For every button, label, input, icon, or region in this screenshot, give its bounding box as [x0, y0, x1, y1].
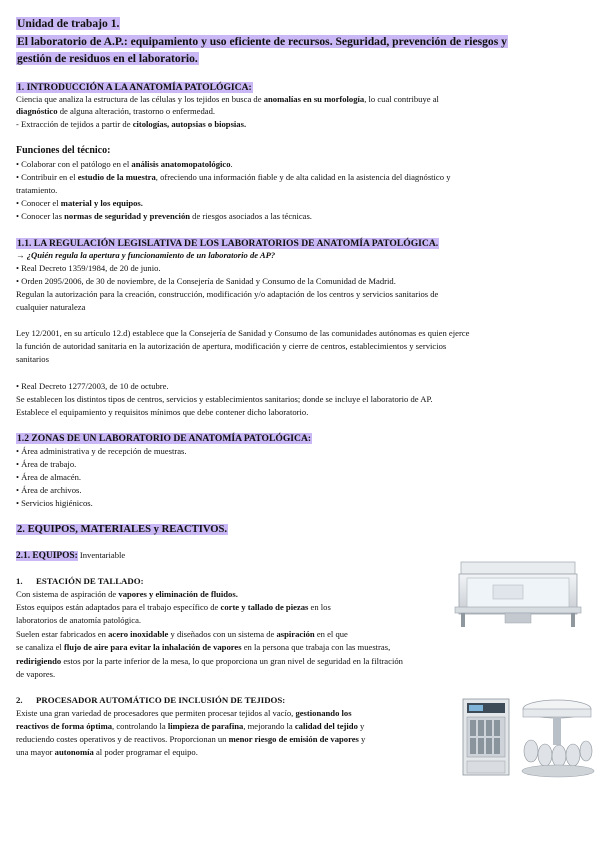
function-item: • Contribuir en el estudio de la muestra, ofreciendo una información fiable y de alta calidad en la asistencia del diagnóstico y	[16, 172, 451, 182]
function-item-continuation: tratamiento.	[16, 185, 58, 195]
regulation-text: cualquier naturaleza	[16, 302, 86, 312]
regulation-text: Ley 12/2001, en su artículo 12.d) establece que la Consejería de Sanidad y Consumo de las comunidades autónomas es quien ejerce	[16, 328, 470, 338]
equipment-1-line: Estos equipos están adaptados para el trabajo específico de corte y tallado de piezas en los	[16, 602, 331, 612]
zone-item: • Área de trabajo.	[16, 459, 77, 469]
function-item: • Colaborar con el patólogo en el análisis anatomopatológico.	[16, 159, 233, 169]
equipment-2-heading: 2. PROCESADOR AUTOMÁTICO DE INCLUSIÓN DE TEJIDOS:	[16, 695, 286, 705]
intro-line-3: - Extracción de tejidos a partir de citologías, autopsias o biopsias.	[16, 119, 247, 129]
section-1-2-heading: 1.2 ZONAS DE UN LABORATORIO DE ANATOMÍA PATOLÓGICA:	[17, 433, 312, 444]
equipment-2-line: Existe una gran variedad de procesadores que permiten procesar tejidos al vacío, gestionando los	[16, 708, 352, 718]
grossing-station-image	[445, 559, 590, 629]
functions-heading: Funciones del técnico:	[16, 145, 111, 156]
equipment-1-line: Suelen estar fabricados en acero inoxidable y diseñados con un sistema de aspiración en el que	[16, 629, 348, 639]
zone-item: • Servicios higiénicos.	[16, 498, 93, 508]
regulation-text: Establece el equipamiento y requisitos mínimos que debe contener dicho laboratorio.	[16, 407, 309, 417]
section-1-1-heading: 1.1. LA REGULACIÓN LEGISLATIVA DE LOS LABORATORIOS DE ANATOMÍA PATOLÓGICA.	[17, 238, 439, 249]
equipment-1-line: redirigiendo estos por la parte inferior de la mesa, lo que proporciona un gran nivel de seguridad en la filtración	[16, 656, 403, 666]
equipment-1-line: se canaliza el flujo de aire para evitar la inhalación de vapores en la persona que trabaja con las muestras,	[16, 642, 391, 652]
regulation-text: Se establecen los distintos tipos de centros, servicios y establecimientos sanitarios; donde se incluye el laboratorio de AP.	[16, 394, 433, 404]
regulation-item: • Real Decreto 1277/2003, de 10 de octubre.	[16, 381, 169, 391]
equipment-1-heading: 1. ESTACIÓN DE TALLADO:	[16, 576, 144, 586]
main-heading-line-1: El laboratorio de A.P.: equipamiento y uso eficiente de recursos. Seguridad, prevención de riesgos y	[17, 35, 507, 48]
equipment-2-line: una mayor autonomía al poder programar el equipo.	[16, 747, 198, 757]
section-1-heading: 1. INTRODUCCIÓN A LA ANATOMÍA PATOLÓGICA:	[17, 82, 252, 93]
tissue-processor-image	[455, 693, 595, 779]
regulation-item: • Real Decreto 1359/1984, de 20 de junio.	[16, 263, 161, 273]
regulation-text: la función de autoridad sanitaria en la autorización de apertura, modificación y cierre de centros, establecimientos y servicios	[16, 341, 447, 351]
section-2-heading: 2. EQUIPOS, MATERIALES y REACTIVOS.	[17, 524, 228, 535]
zone-item: • Área de archivos.	[16, 485, 82, 495]
equipment-2-line: reactivos de forma óptima, controlando la limpieza de parafina, mejorando la calidad del tejido y	[16, 721, 365, 731]
regulation-text: sanitarios	[16, 354, 49, 364]
unit-title: Unidad de trabajo 1.	[17, 17, 120, 30]
equipment-2-line: reduciendo costes operativos y de reactivos. Proporcionan un menor riesgo de emisión de vapores y	[16, 734, 366, 744]
zone-item: • Área administrativa y de recepción de muestras.	[16, 446, 187, 456]
regulation-question: → ¿Quién regula la apertura y funcionamiento de un laboratorio de AP?	[16, 250, 276, 260]
equipment-1-line: de vapores.	[16, 669, 56, 679]
equipment-1-line: laboratorios de anatomía patológica.	[16, 615, 142, 625]
intro-line-2: diagnóstico de alguna alteración, trastorno o enfermedad.	[16, 106, 216, 116]
equipment-subheading: 2.1. EQUIPOS: Inventariable	[16, 550, 126, 561]
function-item: • Conocer el material y los equipos.	[16, 198, 143, 208]
regulation-item: • Orden 2095/2006, de 30 de noviembre, de la Consejería de Sanidad y Consumo de la Comunidad de Madrid.	[16, 276, 396, 286]
equipment-1-line: Con sistema de aspiración de vapores y eliminación de fluidos.	[16, 589, 238, 599]
intro-line-1: Ciencia que analiza la estructura de las células y los tejidos en busca de anomalías en su morfología, lo cual contribuye al	[16, 94, 439, 104]
function-item: • Conocer las normas de seguridad y prevención de riesgos asociados a las técnicas.	[16, 211, 312, 221]
regulation-text: Regulan la autorización para la creación, construcción, modificación y/o adaptación de los centros y servicios sanitarios de	[16, 289, 439, 299]
zone-item: • Área de almacén.	[16, 472, 82, 482]
main-heading-line-2: gestión de residuos en el laboratorio.	[17, 52, 198, 65]
